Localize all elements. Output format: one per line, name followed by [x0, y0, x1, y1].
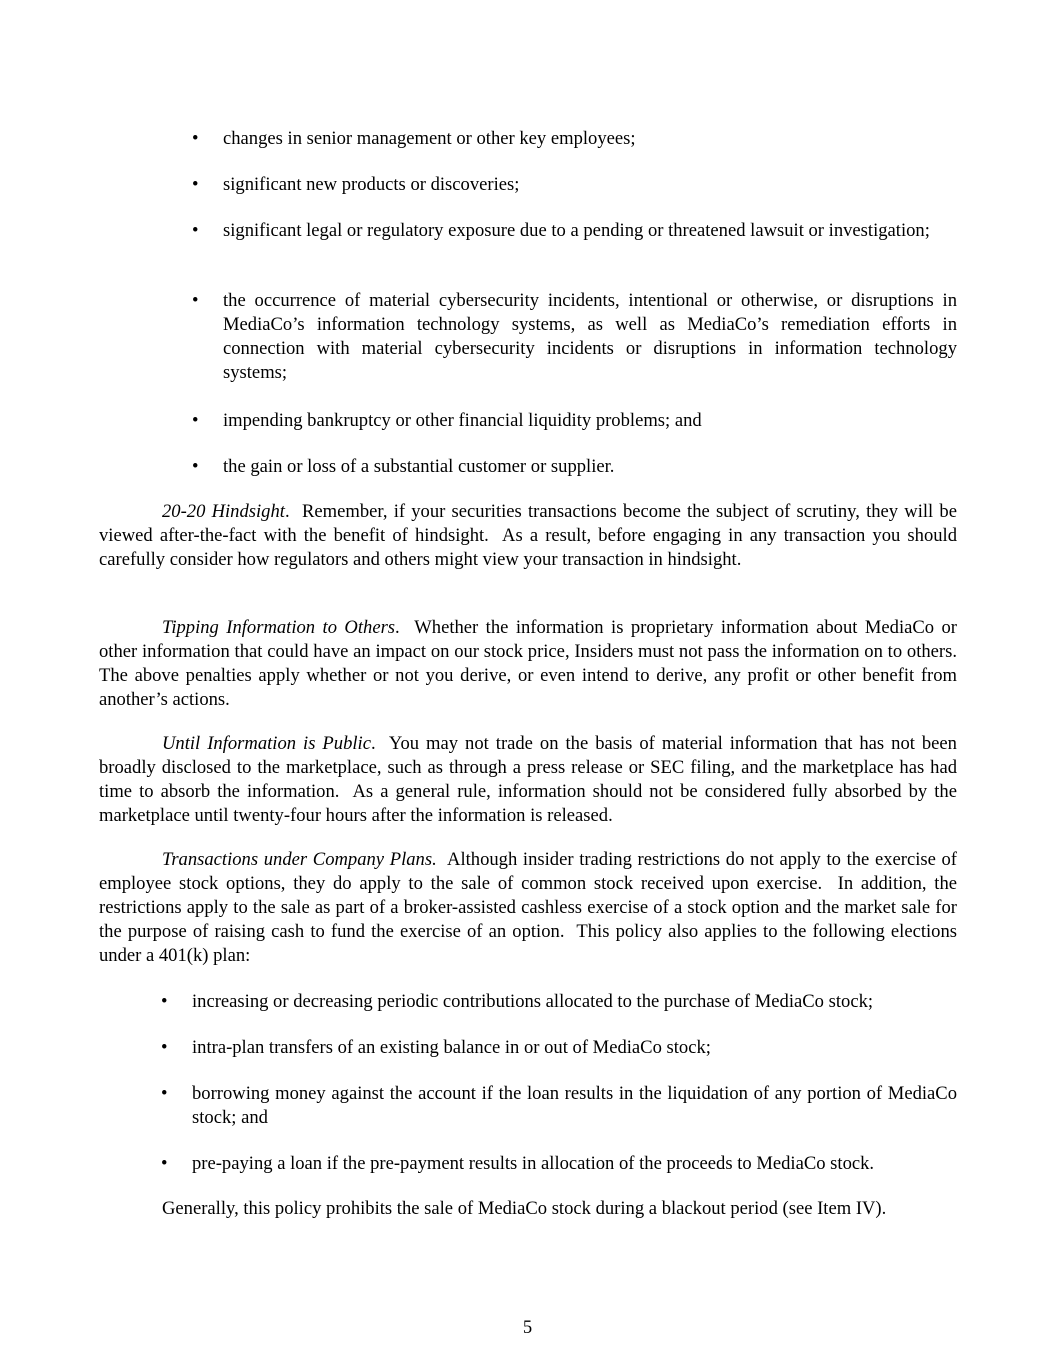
paragraph-heading: Tipping Information to Others: [162, 617, 396, 638]
list-item-text: changes in senior management or other key employees;: [223, 128, 636, 149]
list-item: [161, 1082, 957, 1130]
paragraph-tipping: [99, 616, 967, 712]
bullet: •: [192, 456, 199, 477]
paragraph-closing: Generally, this policy prohibits the sale of MediaCo stock during a blackout period (see Item IV).: [162, 1198, 887, 1219]
bullet: •: [161, 1037, 168, 1058]
paragraph-hindsight: [99, 500, 962, 572]
list-item-text: the gain or loss of a substantial customer or supplier.: [223, 456, 615, 477]
list-item: [192, 409, 957, 433]
list-item-text: the occurrence of material cybersecurity incidents, intentional or otherwise, or disruptions in MediaCo’s information technology systems, as well as MediaCo’s remediation efforts in connection with material cybersecurity incidents or disruptions in information technology systems;: [223, 290, 957, 383]
bullet: •: [192, 220, 199, 241]
paragraph-body: Although insider trading restrictions do not apply to the exercise of employee stock options, they do apply to the sale of common stock received upon exercise. In addition, the restrictions apply to the sale as part of a broker-assisted cashless exercise of a stock option and the market sale for the purpose of raising cash to fund the exercise of an option. This policy also applies to the following elections under a 401(k) plan:: [99, 849, 962, 966]
list-item-text: significant new products or discoveries;: [223, 174, 520, 195]
list-item: [161, 1152, 957, 1176]
list-item: [192, 127, 957, 151]
paragraph-heading: Transactions under Company Plans.: [162, 849, 437, 870]
page-number: 5: [522, 1317, 533, 1338]
list-item-text: significant legal or regulatory exposure due to a pending or threatened lawsuit or investigation;: [223, 220, 930, 241]
bullet: •: [192, 290, 199, 311]
list-item-text: borrowing money against the account if the loan results in the liquidation of any portion of MediaCo stock; and: [192, 1083, 957, 1128]
paragraph-body: Whether the information is proprietary information about MediaCo or other information that could have an impact on our stock price, Insiders must not pass the information on to others. The above penalties apply whether or not you derive, or even intend to derive, any profit or other benefit from another’s actions.: [99, 617, 967, 710]
bullet: •: [192, 174, 199, 195]
list-item: [192, 173, 957, 197]
heading-punct: .: [395, 617, 400, 638]
paragraph-body: Remember, if your securities transactions become the subject of scrutiny, they will be viewed after-the-fact with the benefit of hindsight. As a result, before engaging in any transaction you should carefully consider how regulators and others might view your transaction in hindsight.: [99, 501, 962, 570]
paragraph-until-public: [99, 732, 962, 828]
list-item: [192, 219, 957, 243]
paragraph-heading: Until Information is Public: [162, 733, 371, 754]
list-item: [192, 455, 957, 479]
bullet: •: [192, 128, 199, 149]
list-item-text: increasing or decreasing periodic contributions allocated to the purchase of MediaCo stock;: [192, 991, 874, 1012]
bullet: •: [161, 1083, 168, 1104]
bullet: •: [161, 991, 168, 1012]
paragraph-heading: 20-20 Hindsight: [162, 501, 285, 522]
paragraph-body: You may not trade on the basis of material information that has not been broadly disclosed to the marketplace, such as through a press release or SEC filing, and the marketplace has had time to absorb the information. As a general rule, information should not be considered fully absorbed by the marketplace until twenty-four hours after the information is released.: [99, 733, 962, 826]
list-item-text: pre-paying a loan if the pre-payment results in allocation of the proceeds to MediaCo stock.: [192, 1153, 875, 1174]
list-item: [161, 990, 957, 1014]
list-item: [192, 289, 957, 385]
list-item-text: impending bankruptcy or other financial liquidity problems; and: [223, 410, 702, 431]
list-item: [161, 1036, 957, 1060]
heading-punct: .: [284, 501, 290, 522]
heading-punct: .: [370, 733, 376, 754]
list-item-text: intra-plan transfers of an existing balance in or out of MediaCo stock;: [192, 1037, 711, 1058]
bullet: •: [192, 410, 199, 431]
bullet: •: [161, 1153, 168, 1174]
paragraph-company-plans: [99, 848, 962, 968]
